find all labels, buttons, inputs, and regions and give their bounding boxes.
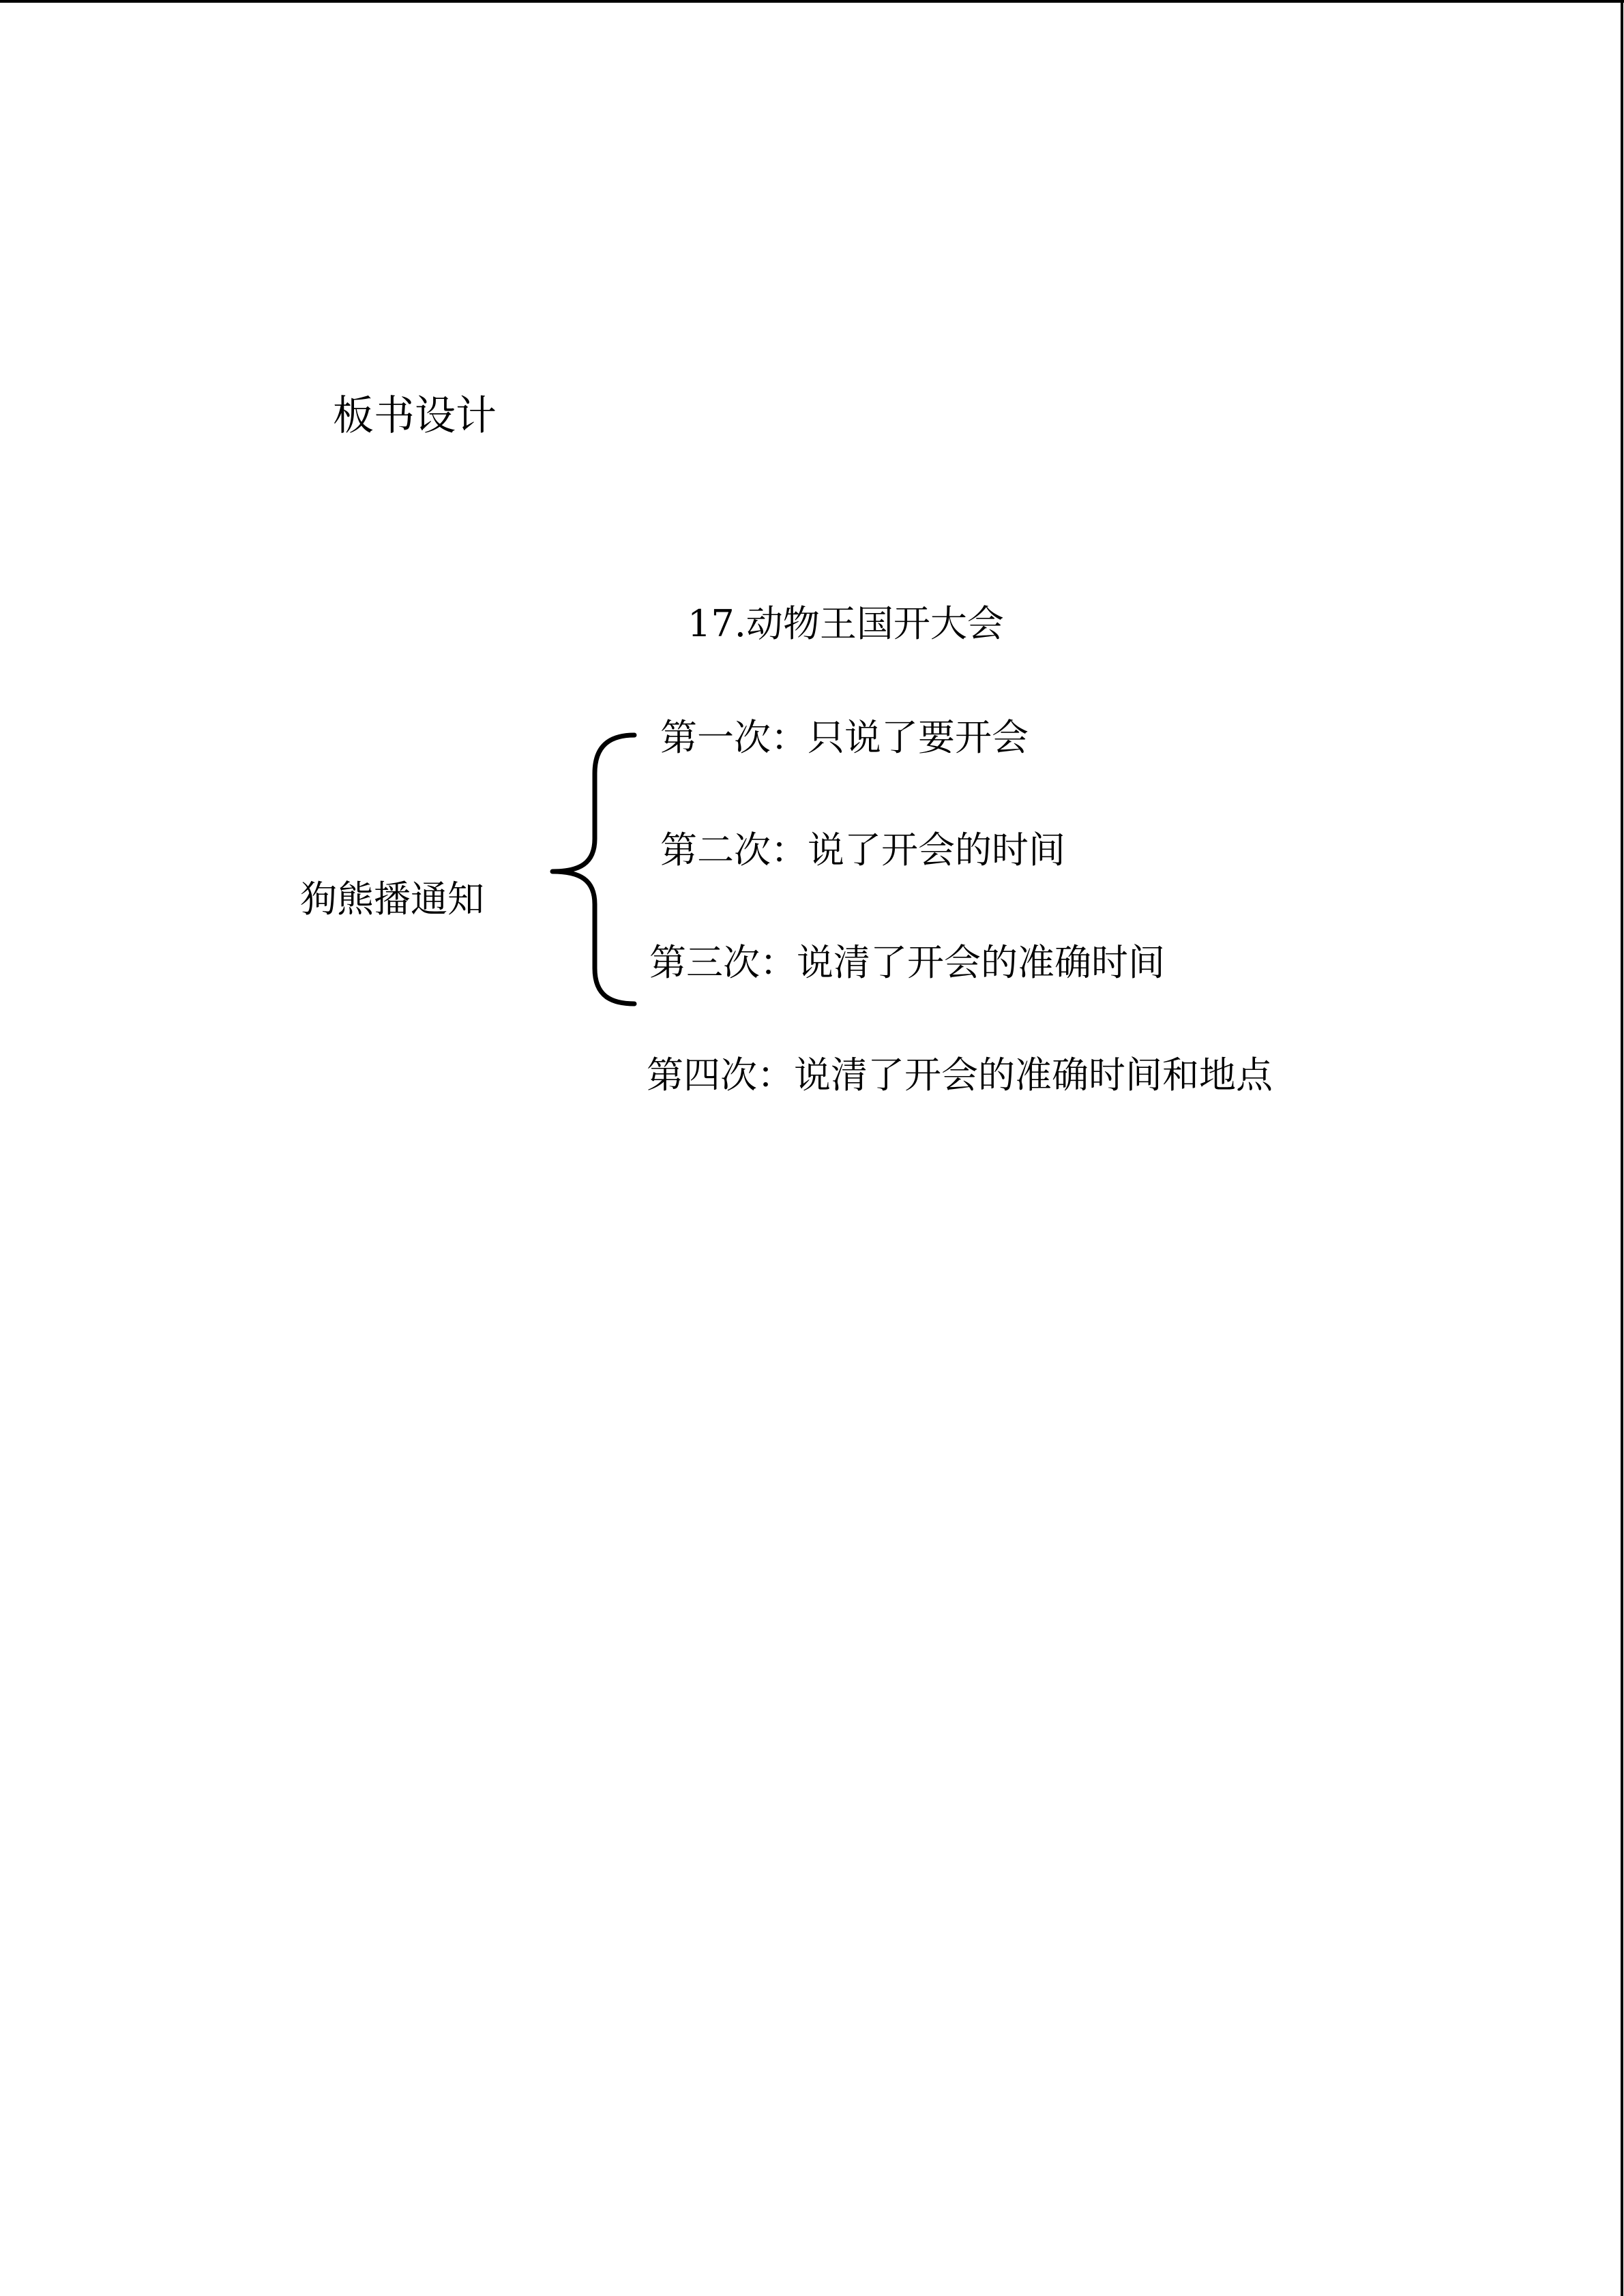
notice-item-1: 第一次：只说了要开会 bbox=[660, 716, 1029, 759]
notice-item-3: 第三次：说清了开会的准确时间 bbox=[649, 941, 1165, 984]
page-border-top bbox=[0, 0, 1624, 3]
notice-item-4: 第四次：说清了开会的准确时间和地点 bbox=[647, 1054, 1273, 1097]
curly-brace-icon bbox=[550, 730, 638, 1009]
notice-item-2: 第二次：说了开会的时间 bbox=[660, 829, 1065, 871]
section-heading: 板书设计 bbox=[333, 392, 497, 440]
lesson-title: 17.动物王国开大会 bbox=[688, 602, 1004, 645]
subject-label: 狗熊播通知 bbox=[300, 878, 484, 921]
page-border-right bbox=[1621, 0, 1623, 2296]
